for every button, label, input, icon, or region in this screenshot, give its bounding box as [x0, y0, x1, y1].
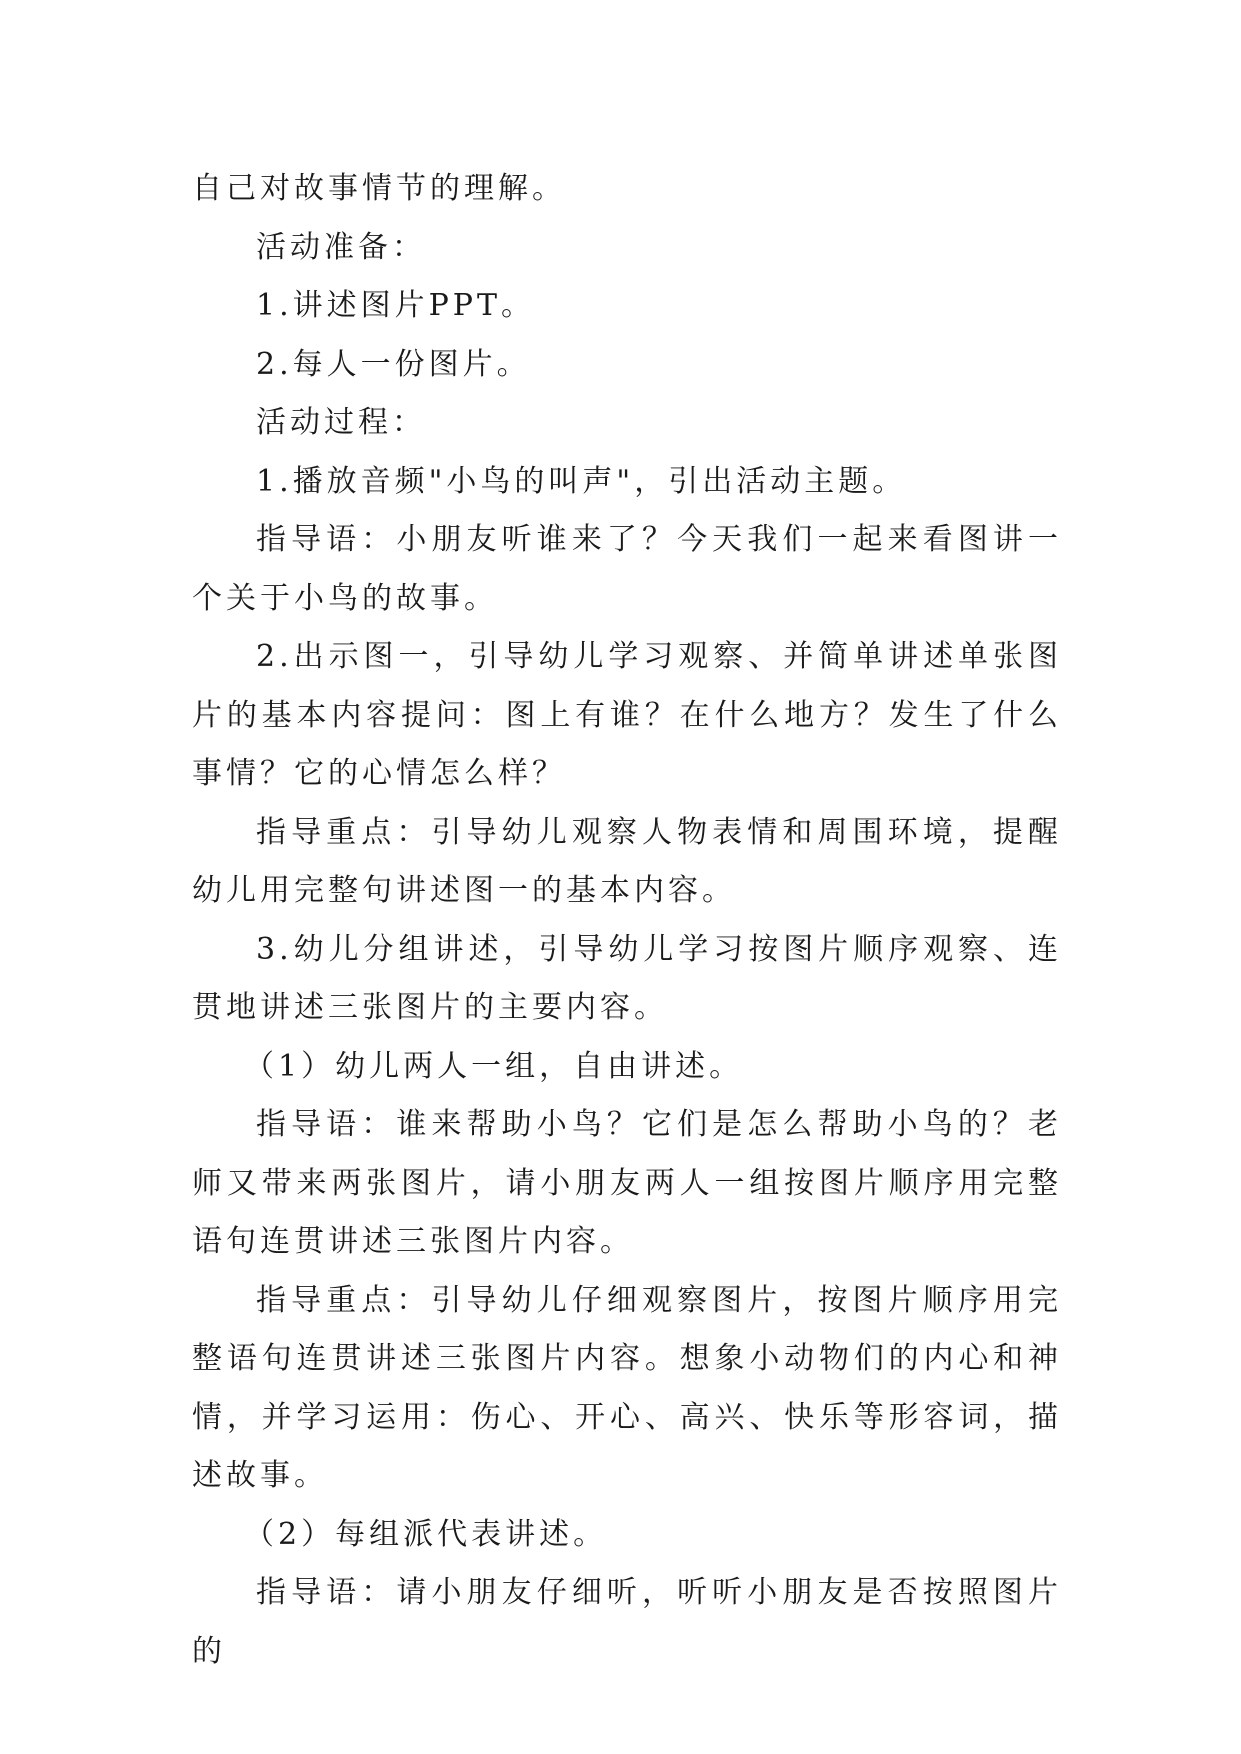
guidance-focus-step-2: 指导重点：引导幼儿观察人物表情和周围环境，提醒幼儿用完整句讲述图一的基本内容。 [192, 814, 1062, 908]
guidance-focus-substep-3-1: 指导重点：引导幼儿仔细观察图片，按图片顺序用完整语句连贯讲述三张图片内容。想象小动物们的内心和神情，并学习运用：伤心、开心、高兴、快乐等形容词，描述故事。 [192, 1282, 1062, 1493]
heading-activity-preparation: 活动准备： [256, 229, 426, 265]
list-item-preparation-1: 1.讲述图片PPT。 [256, 288, 536, 323]
paragraph-intro-continuation: 自己对故事情节的理解。 [192, 171, 566, 206]
guidance-substep-3-1: 指导语：谁来帮助小鸟？它们是怎么帮助小鸟的？老师又带来两张图片，请小朋友两人一组按图片顺序用完整语句连贯讲述三张图片内容。 [192, 1107, 1062, 1259]
substep-3-1: （1）幼儿两人一组，自由讲述。 [244, 1048, 744, 1084]
guidance-substep-3-2: 指导语：请小朋友仔细听，听听小朋友是否按照图片的 [192, 1575, 1062, 1669]
step-1-play-audio: 1.播放音频"小鸟的叫声"，引出活动主题。 [256, 463, 907, 499]
step-3-group-narration: 3.幼儿分组讲述，引导幼儿学习按图片顺序观察、连贯地讲述三张图片的主要内容。 [192, 931, 1062, 1025]
substep-3-2: （2）每组派代表讲述。 [244, 1516, 608, 1552]
guidance-step-1: 指导语：小朋友听谁来了？今天我们一起来看图讲一个关于小鸟的故事。 [192, 522, 1062, 616]
heading-activity-process: 活动过程： [256, 405, 426, 440]
document-body [192, 160, 1062, 1681]
step-2-show-picture: 2.出示图一，引导幼儿学习观察、并简单讲述单张图片的基本内容提问：图上有谁？在什么地方？发生了什么事情？它的心情怎么样？ [192, 639, 1062, 791]
list-item-preparation-2: 2.每人一份图片。 [256, 346, 531, 382]
